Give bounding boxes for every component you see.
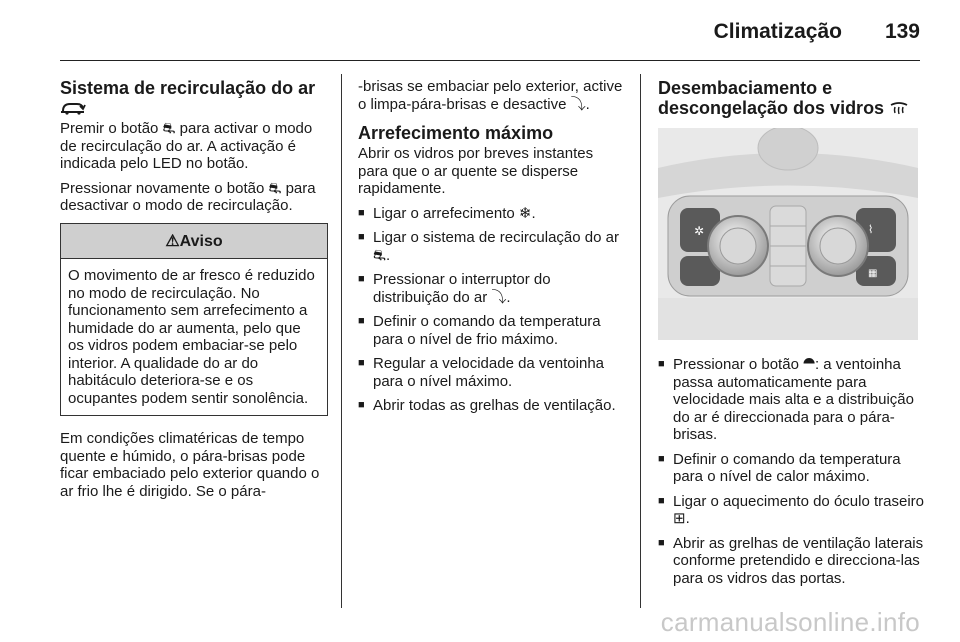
climate-control-panel-photo (658, 128, 918, 340)
recirculation-icon (60, 101, 86, 115)
warning-triangle-icon: ⚠ (165, 232, 180, 250)
column-3 (658, 78, 926, 594)
windscreen-defrost-icon (889, 100, 909, 116)
warning-title: Aviso (179, 232, 223, 250)
list-item: ■ Ligar o aquecimento do óculo traseiro ⊞. (658, 493, 926, 528)
list-item: ■ Pressionar o interruptor do distribuição do ar ⤵. (358, 271, 626, 306)
warning-header (61, 224, 327, 260)
paragraph: Em condições climatéricas de tempo quente e húmido, o pára-brisas pode ficar embaciado pelo exterior quando o ar frio lhe é dirigido. Se o pára- (60, 430, 320, 500)
section-heading-max-cooling: Arrefecimento máximo (358, 123, 554, 143)
section-heading-defrost: Desembaciamento e descongelação dos vidros (658, 78, 926, 118)
svg-text:⌇: ⌇ (868, 223, 874, 236)
warning-box (60, 223, 328, 417)
watermark: carmanualsonline.info (660, 607, 920, 637)
list-item: ■ Ligar o arrefecimento ❄. (358, 205, 626, 223)
svg-text:▦: ▦ (868, 268, 878, 279)
paragraph-continuation: -brisas se embaciar pelo exterior, active o limpa-pára-brisas e desactive ⤵. (358, 78, 623, 113)
paragraph: Abrir os vidros por breves instantes para que o ar quente se disperse rapidamente. (358, 145, 594, 197)
page-title: Climatização (713, 20, 842, 43)
column-divider-1 (341, 74, 342, 608)
column-2 (358, 78, 626, 422)
list-item: ■ Definir o comando da temperatura para o nível de calor máximo. (658, 451, 926, 486)
header-divider (60, 60, 920, 61)
page-number: 139 (884, 20, 920, 43)
list-item: ■ Regular a velocidade da ventoinha para o nível máximo. (358, 355, 626, 390)
list-item: ■ Pressionar o botão ⯊: a ventoinha passa automaticamente para velocidade mais alta e a distribuição do ar é direccionada para o pára-brisas. (658, 356, 926, 444)
paragraph: Premir o botão ⛐ para activar o modo de recirculação do ar. A activação é indicada pelo LED no botão. (60, 120, 313, 172)
list-item: ■ Definir o comando da temperatura para o nível de frio máximo. (358, 313, 626, 348)
svg-text:✲: ✲ (694, 224, 705, 238)
list-item: ■ Abrir as grelhas de ventilação laterais conforme pretendido e direcciona-las para os vidros das portas. (658, 535, 926, 588)
bullet-list (658, 356, 926, 587)
section-heading-recirculation: Sistema de recirculação do ar (60, 78, 328, 118)
list-item: ■ Ligar o sistema de recirculação do ar ⛐. (358, 229, 626, 264)
column-divider-2 (640, 74, 641, 608)
column-1 (60, 78, 328, 507)
list-item: ■ Abrir todas as grelhas de ventilação. (358, 397, 626, 415)
warning-body: O movimento de ar fresco é reduzido no modo de recirculação. No funcionamento sem arrefecimento a humidade do ar aumenta, pelo que os vidros podem embaciar-se pelo interior. A qualidade do ar do habitáculo deteriora-se e os ocupantes podem sentir sonolência. (68, 267, 315, 407)
bullet-list (358, 205, 626, 415)
paragraph: Pressionar novamente o botão ⛐ para desactivar o modo de recirculação. (60, 179, 316, 214)
